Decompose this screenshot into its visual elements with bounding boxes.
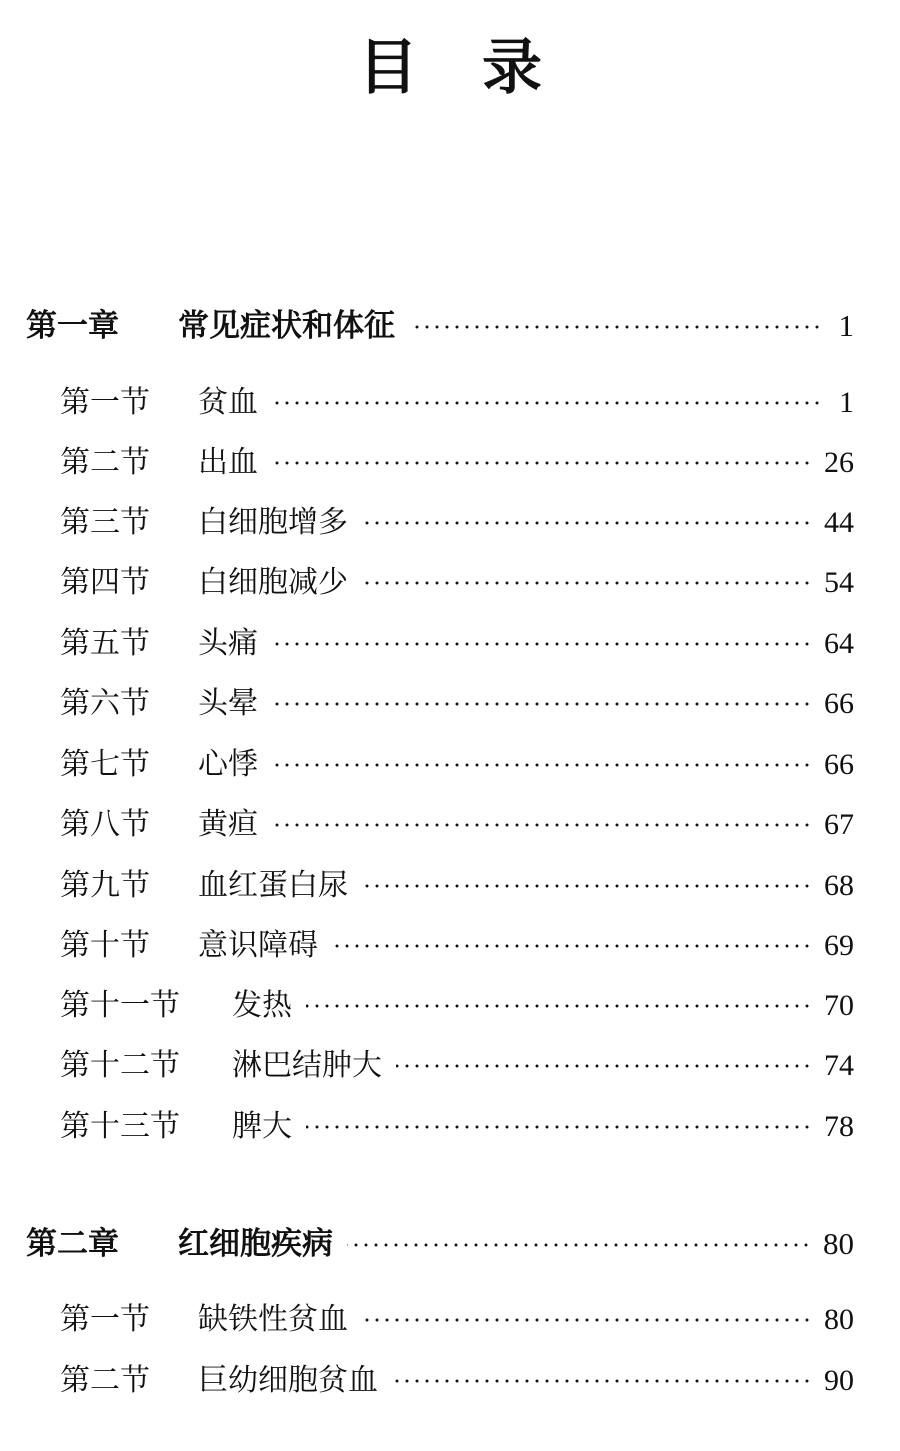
dot-leader [306,1125,812,1129]
page-number: 66 [824,687,854,720]
page-number: 64 [824,627,854,660]
section-title: 出血 [198,445,258,480]
toc-section[interactable] [0,1040,900,1084]
page-number: 26 [824,446,854,479]
page-number: 44 [824,506,854,539]
dot-leader [362,521,812,525]
page-number: 90 [824,1364,854,1397]
dot-leader [272,401,822,405]
toc-section[interactable] [0,497,900,541]
section-number: 第八节 [60,807,150,842]
section-number: 第五节 [60,626,150,661]
section-title: 贫血 [198,385,258,420]
page-number: 54 [824,566,854,599]
toc-section[interactable] [0,618,900,662]
section-number: 第一节 [60,385,150,420]
toc-section[interactable] [0,980,900,1024]
section-title: 意识障碍 [198,928,318,963]
section-number: 第一节 [60,1302,150,1337]
page-number: 66 [824,748,854,781]
dot-leader [396,1064,812,1068]
section-number: 第九节 [60,868,150,903]
section-number: 第十一节 [60,988,180,1023]
dot-leader [332,944,812,948]
page-title [0,28,900,108]
section-number: 第十二节 [60,1048,180,1083]
page-number: 78 [824,1110,854,1143]
dot-leader [272,823,812,827]
section-title: 淋巴结肿大 [232,1048,382,1083]
toc-section[interactable] [0,678,900,722]
toc-chapter-2[interactable] [0,1218,900,1263]
chapter-title: 红细胞疾病 [178,1226,333,1262]
dot-leader [362,884,812,888]
section-number: 第三节 [60,505,150,540]
section-title: 黄疸 [198,807,258,842]
page-number: 80 [823,1226,854,1261]
page-number: 1 [839,386,854,419]
dot-leader [272,642,812,646]
title-char-2: 录 [482,33,542,103]
dot-leader [272,461,812,465]
toc-section[interactable] [0,377,900,421]
page-number: 70 [824,989,854,1022]
dot-leader [362,1318,812,1322]
dot-leader [306,1004,812,1008]
dot-leader [392,1379,812,1383]
toc-section[interactable] [0,739,900,783]
section-title: 头晕 [198,686,258,721]
page-number: 1 [838,308,854,343]
toc-section[interactable] [0,437,900,481]
section-title: 巨幼细胞贫血 [198,1363,378,1398]
section-title: 心悸 [198,747,258,782]
dot-leader [409,325,822,329]
page-number: 69 [824,929,854,962]
toc-section[interactable] [0,1101,900,1145]
section-title: 头痛 [198,626,258,661]
dot-leader [272,702,812,706]
section-title: 白细胞减少 [198,565,348,600]
chapter-number: 第一章 [26,308,119,344]
page-number: 74 [824,1049,854,1082]
chapter-title: 常见症状和体征 [178,308,395,344]
section-number: 第十三节 [60,1109,180,1144]
section-number: 第六节 [60,686,150,721]
page-number: 80 [824,1303,854,1336]
page-number: 68 [824,869,854,902]
title-char-1: 目 [358,33,418,103]
toc-section[interactable] [0,799,900,843]
toc-section[interactable] [0,1355,900,1399]
section-number: 第七节 [60,747,150,782]
toc-section[interactable] [0,557,900,601]
section-number: 第四节 [60,565,150,600]
dot-leader [347,1243,811,1247]
section-title: 缺铁性贫血 [198,1302,348,1337]
toc-section[interactable] [0,860,900,904]
chapter-number: 第二章 [26,1226,119,1262]
section-number: 第十节 [60,928,150,963]
toc-section[interactable] [0,1294,900,1338]
section-title: 发热 [232,988,292,1023]
section-title: 白细胞增多 [198,505,348,540]
page-number: 67 [824,808,854,841]
section-number: 第二节 [60,1363,150,1398]
section-title: 脾大 [232,1109,292,1144]
dot-leader [272,763,812,767]
toc-chapter-1[interactable] [0,300,900,345]
section-title: 血红蛋白尿 [198,868,348,903]
toc-section[interactable] [0,920,900,964]
section-number: 第二节 [60,445,150,480]
dot-leader [362,581,812,585]
